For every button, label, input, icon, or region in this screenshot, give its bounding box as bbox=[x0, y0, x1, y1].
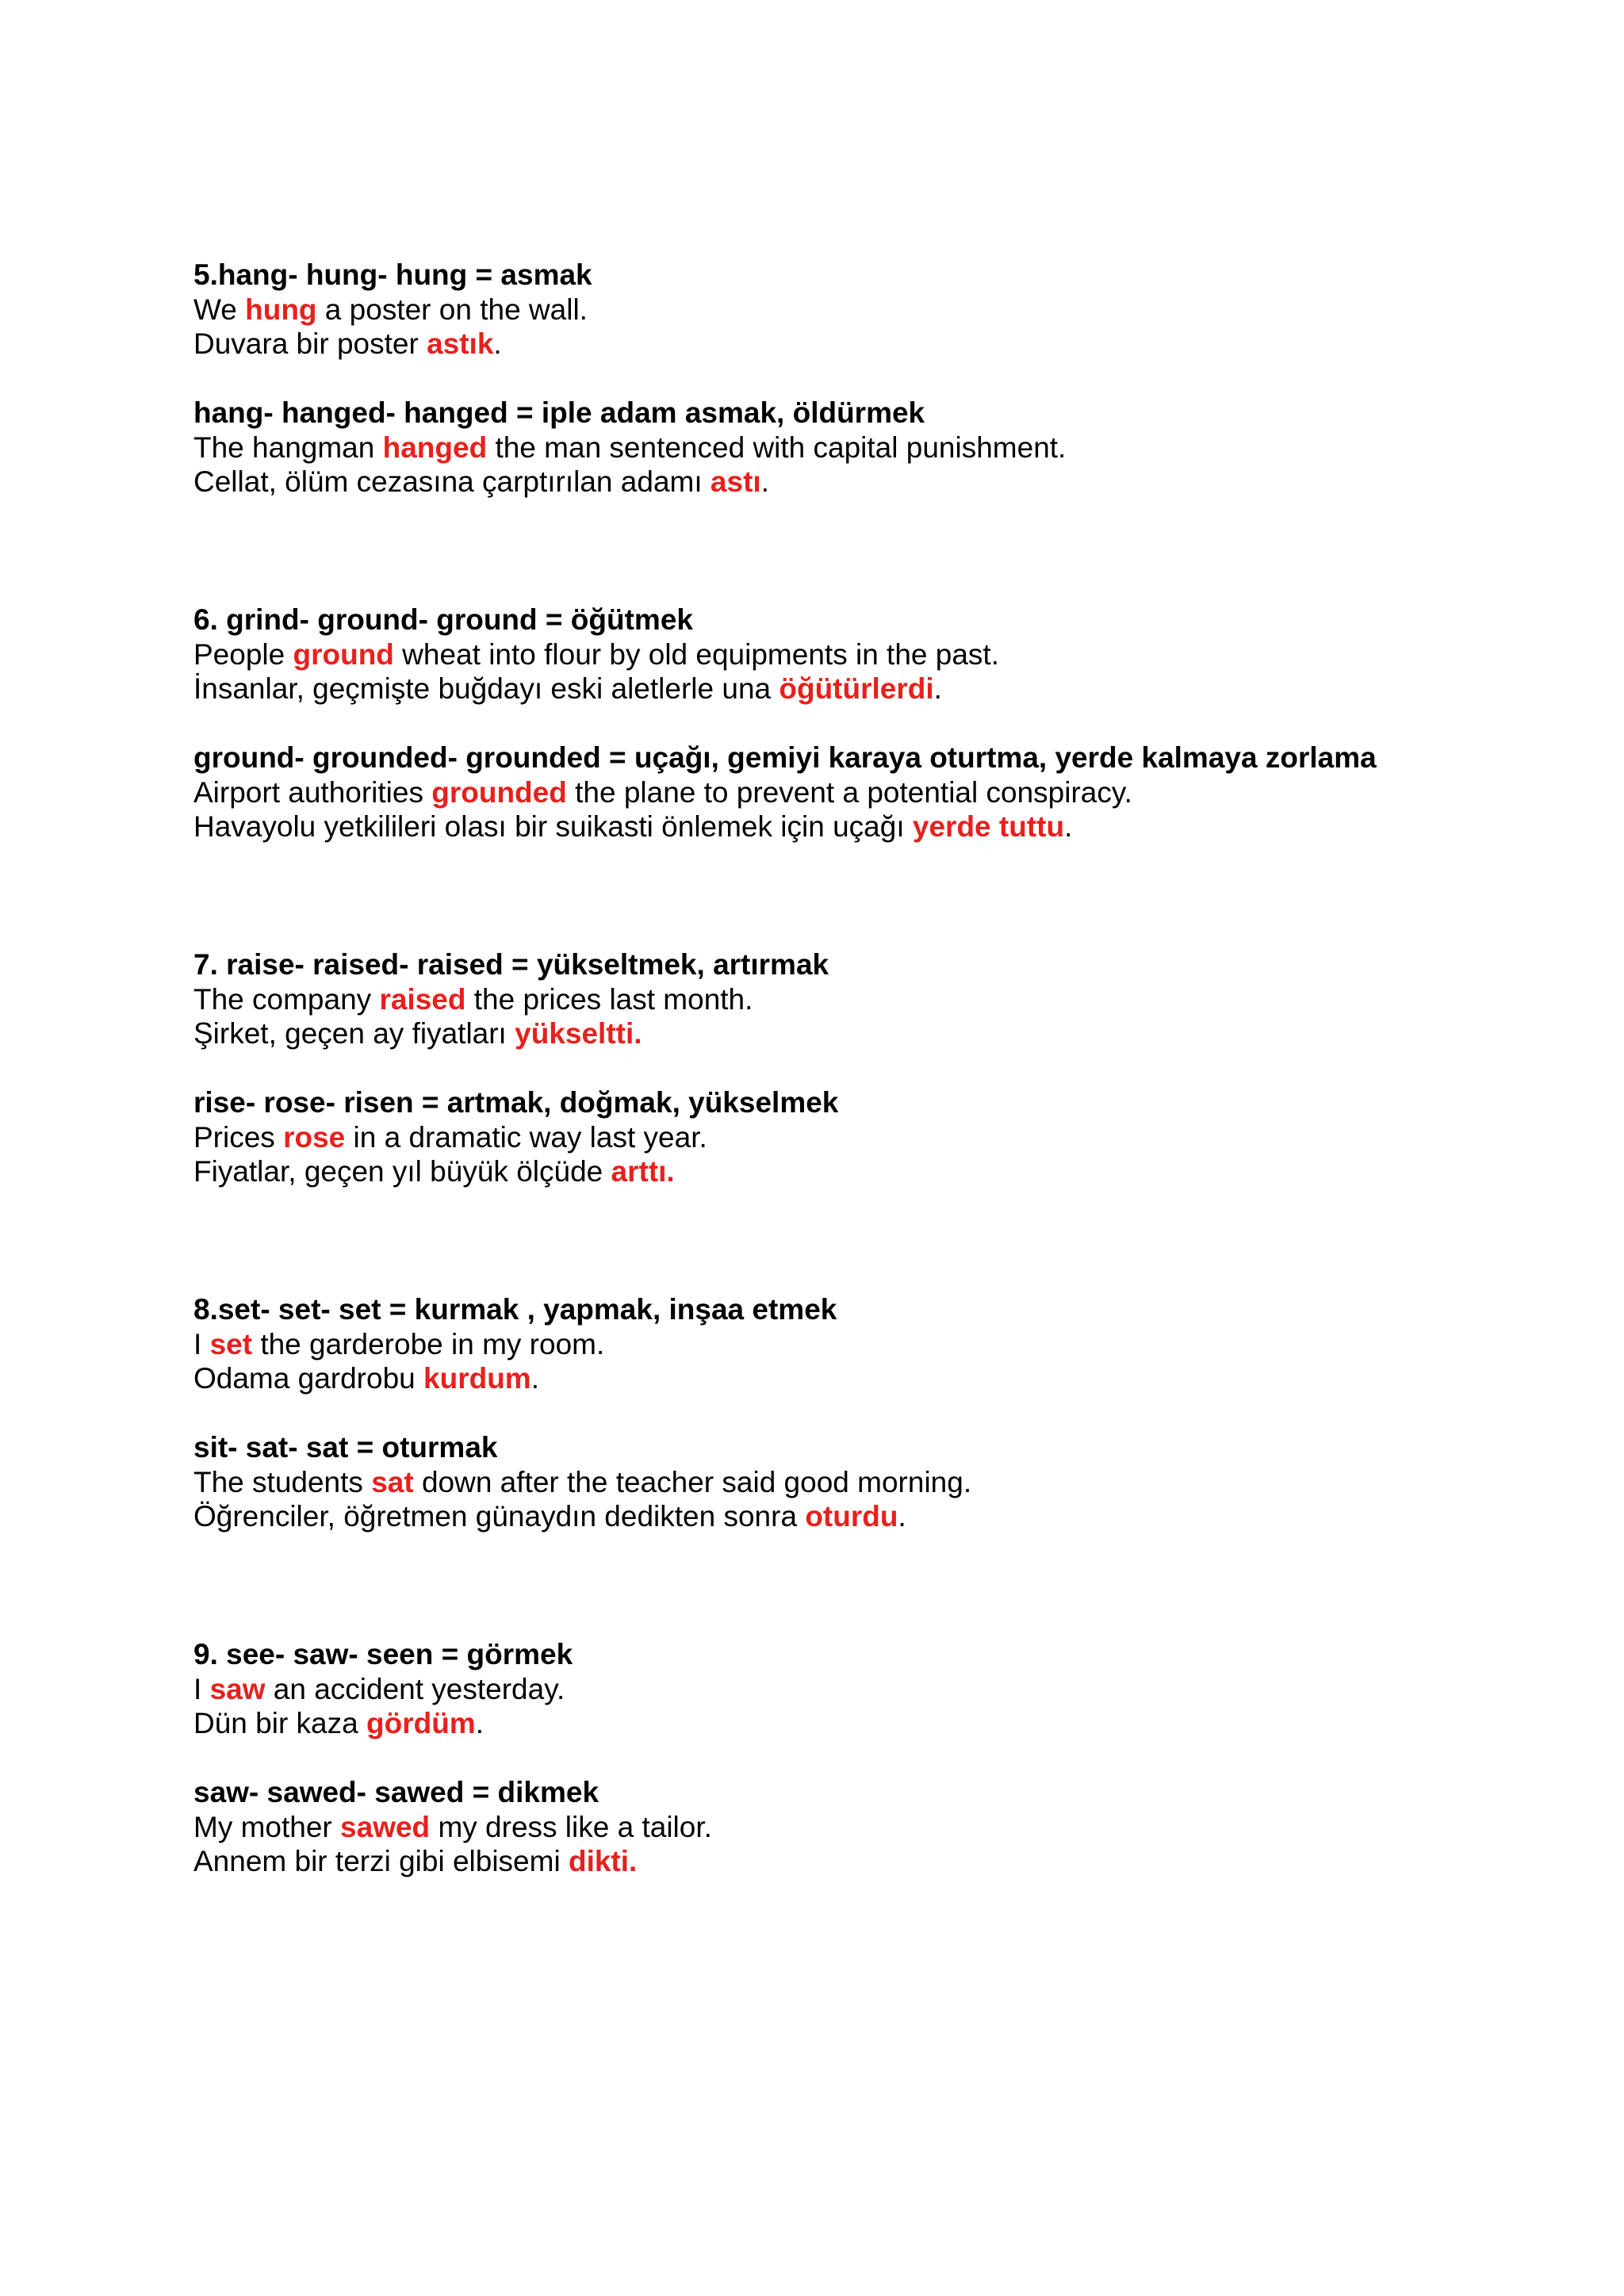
entry-heading: sit- sat- sat = oturmak bbox=[193, 1431, 498, 1464]
highlighted-verb: ground bbox=[293, 637, 394, 671]
text-after: . bbox=[1064, 810, 1073, 843]
entry-heading: 7. raise- raised- raised = yükseltmek, artırmak bbox=[193, 948, 829, 981]
text-before: Odama gardrobu bbox=[193, 1362, 424, 1395]
text-before: Havayolu yetkilileri olası bir suikasti önlemek için uçağı bbox=[193, 810, 913, 843]
highlighted-verb: raised bbox=[379, 982, 466, 1016]
text-after: the prices last month. bbox=[465, 982, 753, 1016]
turkish-example bbox=[193, 465, 1542, 499]
text-before: My mother bbox=[193, 1810, 341, 1843]
highlighted-verb: set bbox=[209, 1327, 253, 1360]
entry-heading: 5.hang- hung- hung = asmak bbox=[193, 258, 592, 291]
section-8 bbox=[193, 1292, 1542, 1534]
entry-heading: saw- sawed- sawed = dikmek bbox=[193, 1776, 599, 1808]
text-before: Airport authorities bbox=[193, 775, 432, 809]
highlighted-verb: yükseltti. bbox=[515, 1017, 642, 1050]
text-after: wheat into flour by old equipments in the past. bbox=[393, 637, 999, 671]
text-after: . bbox=[760, 465, 769, 498]
entry-heading: rise- rose- risen = artmak, doğmak, yükselmek bbox=[193, 1086, 839, 1119]
text-before: The hangman bbox=[193, 430, 383, 464]
turkish-example bbox=[193, 1016, 1542, 1051]
highlighted-verb: sat bbox=[371, 1465, 414, 1498]
turkish-example bbox=[193, 809, 1542, 844]
highlighted-verb: rose bbox=[283, 1120, 346, 1154]
text-after: an accident yesterday. bbox=[265, 1672, 565, 1705]
english-example bbox=[193, 1465, 1542, 1500]
text-after: . bbox=[530, 1362, 539, 1395]
turkish-example bbox=[193, 327, 1542, 362]
text-before: Şirket, geçen ay fiyatları bbox=[193, 1017, 515, 1050]
english-example bbox=[193, 982, 1542, 1017]
section-6 bbox=[193, 603, 1542, 844]
highlighted-verb: hung bbox=[245, 293, 317, 326]
section-9 bbox=[193, 1637, 1542, 1879]
text-before: Öğrenciler, öğretmen günaydın dedikten sonra bbox=[193, 1500, 806, 1533]
english-example bbox=[193, 293, 1542, 327]
entry-heading: 6. grind- ground- ground = öğütmek bbox=[193, 603, 693, 636]
text-before: People bbox=[193, 637, 293, 671]
text-after: a poster on the wall. bbox=[316, 293, 588, 326]
turkish-example bbox=[193, 1154, 1542, 1189]
text-before: The company bbox=[193, 982, 380, 1016]
text-after: . bbox=[933, 672, 942, 705]
english-example bbox=[193, 1810, 1542, 1845]
turkish-example bbox=[193, 672, 1542, 706]
highlighted-verb: yerde tuttu bbox=[912, 810, 1065, 843]
text-before: Dün bir kaza bbox=[193, 1707, 366, 1739]
text-after: my dress like a tailor. bbox=[430, 1810, 712, 1843]
english-example bbox=[193, 1327, 1542, 1362]
highlighted-verb: grounded bbox=[431, 775, 567, 809]
highlighted-verb: astı bbox=[710, 465, 761, 498]
text-after: . bbox=[493, 327, 502, 360]
turkish-example bbox=[193, 1706, 1542, 1741]
english-example bbox=[193, 430, 1542, 465]
document-page bbox=[193, 258, 1542, 1879]
section-7 bbox=[193, 947, 1542, 1189]
english-example bbox=[193, 637, 1542, 672]
turkish-example bbox=[193, 1844, 1542, 1879]
highlighted-verb: saw bbox=[209, 1672, 266, 1705]
text-after: the garderobe in my room. bbox=[252, 1327, 605, 1360]
text-before: Cellat, ölüm cezasına çarptırılan adamı bbox=[193, 465, 710, 498]
entry-heading: hang- hanged- hanged = iple adam asmak, öldürmek bbox=[193, 396, 925, 429]
highlighted-verb: öğütürlerdi bbox=[779, 672, 934, 705]
text-after: in a dramatic way last year. bbox=[345, 1120, 707, 1154]
section-5 bbox=[193, 258, 1542, 499]
text-before: I bbox=[193, 1672, 210, 1705]
highlighted-verb: kurdum bbox=[423, 1362, 531, 1395]
text-after: the plane to prevent a potential conspiracy. bbox=[566, 775, 1132, 809]
turkish-example bbox=[193, 1499, 1542, 1534]
text-before: We bbox=[193, 293, 246, 326]
text-after: down after the teacher said good morning. bbox=[413, 1465, 972, 1498]
turkish-example bbox=[193, 1361, 1542, 1396]
english-example bbox=[193, 1672, 1542, 1707]
entry-heading: 9. see- saw- seen = görmek bbox=[193, 1638, 573, 1670]
english-example bbox=[193, 775, 1542, 810]
text-after: . bbox=[475, 1707, 484, 1739]
text-before: Duvara bir poster bbox=[193, 327, 427, 360]
entry-heading: 8.set- set- set = kurmak , yapmak, inşaa etmek bbox=[193, 1293, 837, 1326]
text-before: I bbox=[193, 1327, 210, 1360]
text-before: İnsanlar, geçmişte buğdayı eski aletlerle una bbox=[193, 672, 779, 705]
highlighted-verb: oturdu bbox=[805, 1500, 898, 1533]
text-before: Prices bbox=[193, 1120, 284, 1154]
text-before: Fiyatlar, geçen yıl büyük ölçüde bbox=[193, 1155, 611, 1188]
entry-heading: ground- grounded- grounded = uçağı, gemiyi karaya oturtma, yerde kalmaya zorlama bbox=[193, 741, 1377, 774]
highlighted-verb: sawed bbox=[340, 1810, 431, 1843]
highlighted-verb: arttı. bbox=[611, 1155, 675, 1188]
highlighted-verb: gördüm bbox=[366, 1707, 476, 1739]
text-before: The students bbox=[193, 1465, 372, 1498]
text-before: Annem bir terzi gibi elbisemi bbox=[193, 1845, 569, 1877]
english-example bbox=[193, 1120, 1542, 1155]
highlighted-verb: astık bbox=[427, 327, 494, 360]
text-after: the man sentenced with capital punishment. bbox=[487, 430, 1067, 464]
text-after: . bbox=[898, 1500, 906, 1533]
highlighted-verb: dikti. bbox=[568, 1845, 638, 1877]
highlighted-verb: hanged bbox=[382, 430, 488, 464]
